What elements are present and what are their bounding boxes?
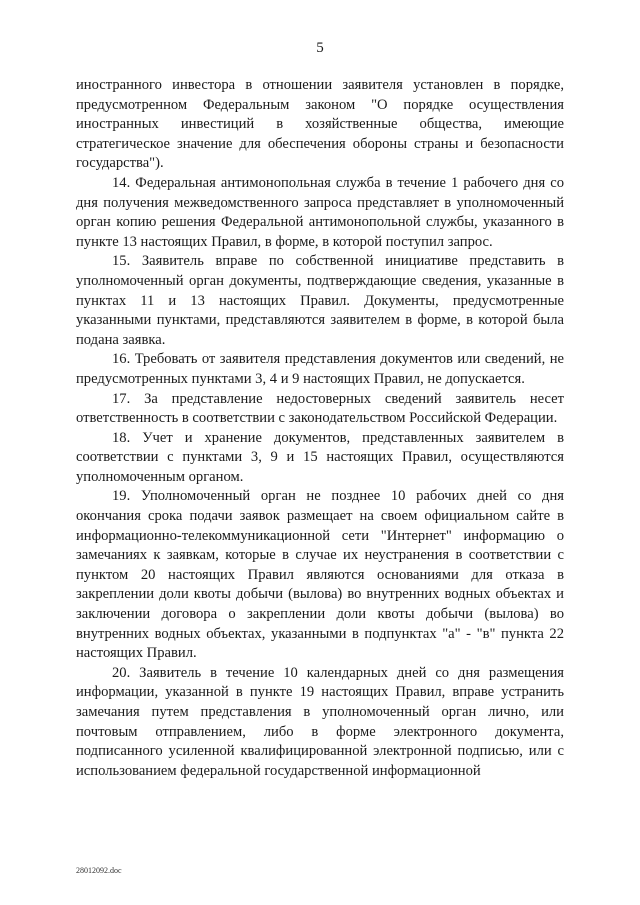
paragraph-14: 14. Федеральная антимонопольная служба в течение 1 рабочего дня со дня получения межведомственного запроса представляет в уполномоченный орган копию решения Федеральной антимонопольной службы, указанного в пункте 13 настоящих Правил, в форме, в которой поступил запрос.	[76, 174, 564, 250]
paragraph-18: 18. Учет и хранение документов, представленных заявителем в соответствии с пунктами 3, 9 и 15 настоящих Правил, осуществляются уполномоченным органом.	[76, 429, 564, 485]
paragraph-16: 16. Требовать от заявителя представления документов или сведений, не предусмотренных пунктами 3, 4 и 9 настоящих Правил, не допускается.	[76, 351, 564, 387]
paragraph-15: 15. Заявитель вправе по собственной инициативе представить в уполномоченный орган документы, подтверждающие сведения, указанные в пунктах 11 и 13 настоящих Правил. Документы, предусмотренные указанными пунктами, представляются заявителем в форме, в которой была подана заявка.	[76, 253, 564, 348]
document-file-id: 28012092.doc	[76, 866, 122, 875]
paragraph-19: 19. Уполномоченный орган не позднее 10 рабочих дней со дня окончания срока подачи заявок размещает на своем официальном сайте в информационно-телекоммуникационной сети "Интернет" информацию о замечаниях к заявкам, которые в случае их неустранения в соответствии с пунктом 20 настоящих Правил являются основаниями для отказа в закреплении доли квоты добычи (вылова) во внутренних водных объектах и заключении договора о закреплении доли квоты добычи (вылова) во внутренних водных объектах, указанными в подпунктах "а" - "в" пункта 22 настоящих Правил.	[76, 488, 564, 662]
paragraph-20: 20. Заявитель в течение 10 календарных дней со дня размещения информации, указанной в пункте 19 настоящих Правил, вправе устранить замечания путем представления в уполномоченный орган лично, или почтовым отправлением, либо в форме электронного документа, подписанного усиленной квалифицированной электронной подписью, или с использованием федеральной государственной информационной	[76, 664, 564, 779]
document-body	[76, 76, 564, 781]
paragraph-17: 17. За представление недостоверных сведений заявитель несет ответственность в соответствии с законодательством Российской Федерации.	[76, 390, 564, 427]
page-number: 5	[316, 40, 324, 56]
paragraph-continuation: иностранного инвестора в отношении заявителя установлен в порядке, предусмотренном Федеральным законом "О порядке осуществления иностранных инвестиций в хозяйственные общества, имеющие стратегическое значение для обеспечения обороны страны и безопасности государства").	[76, 77, 564, 172]
